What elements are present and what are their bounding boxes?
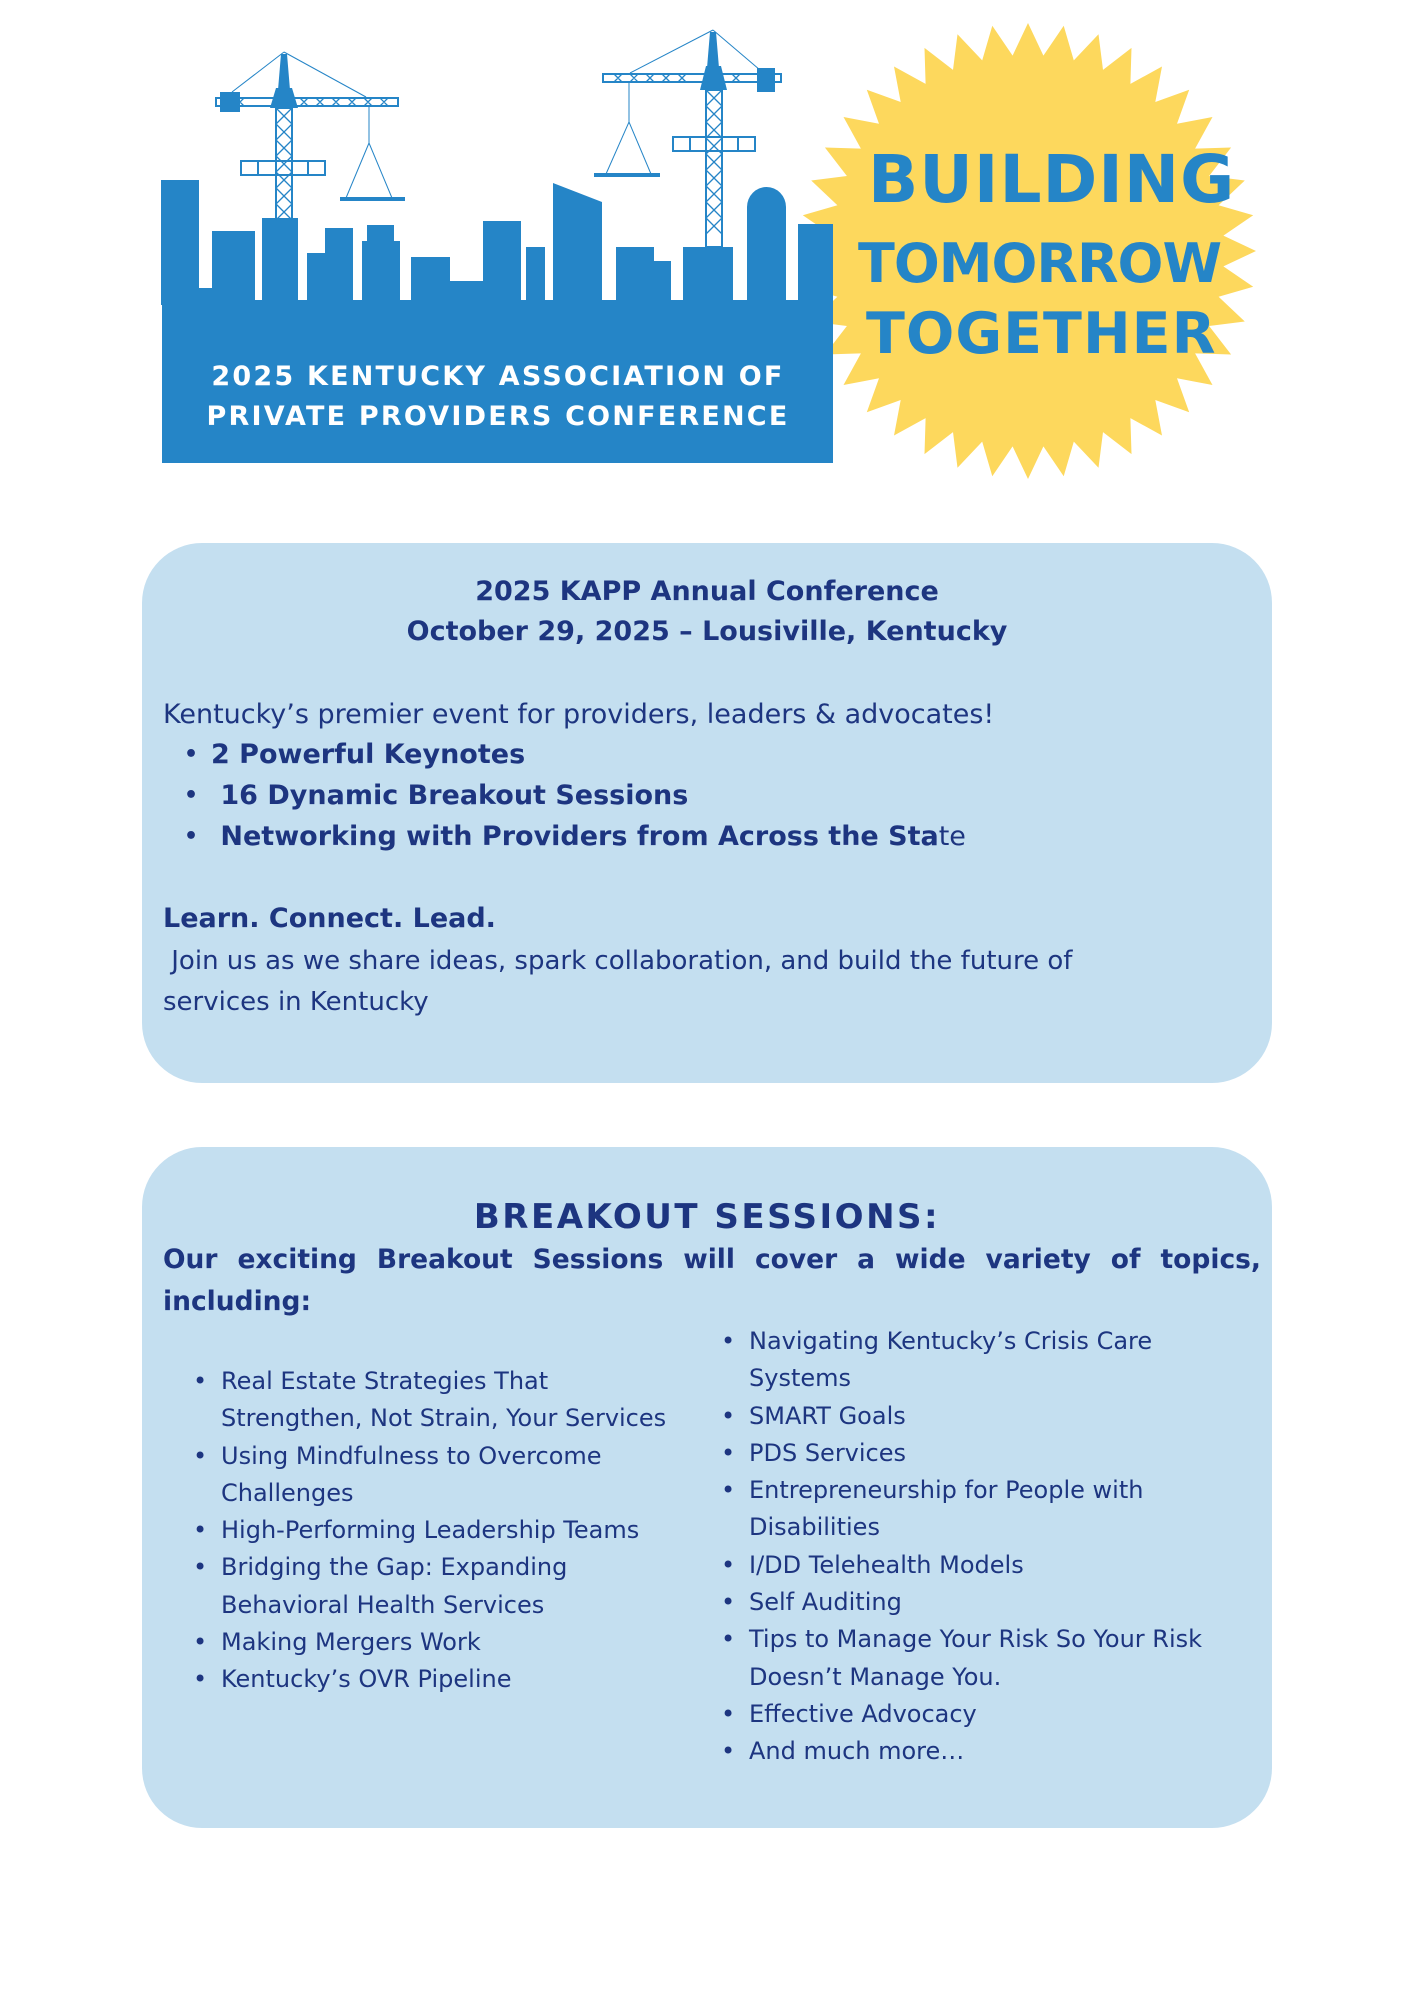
building [307,253,327,305]
crane-icon [216,52,405,223]
highlight-text [211,817,966,857]
building [325,228,353,305]
highlight-bold: 16 Dynamic Breakout Sessions [211,780,689,811]
bullet-icon: • [184,742,199,767]
lead-text: Kentucky’s premier event for providers, leaders & advocates! [163,699,995,730]
building [212,231,255,305]
body-text-line-1: Join us as we share ideas, spark collaboration, and build the future of [163,946,1073,976]
session-item: • Kentucky’s OVR Pipeline [193,1661,673,1698]
bullet-icon: • [184,824,199,849]
building [616,247,654,305]
breakout-card [142,1147,1272,1828]
conference-date-location: October 29, 2025 – Lousiville, Kentucky [406,616,1008,647]
building [450,281,483,305]
conference-title: 2025 KAPP Annual Conference [475,576,939,607]
building [411,257,450,305]
building [262,218,298,305]
tagline-together: TOGETHER [866,301,1217,367]
highlight-text [211,776,688,816]
body-text-line-2: services in Kentucky [163,987,429,1017]
highlight-bold: 2 Powerful Keynotes [211,739,526,770]
building [483,221,521,305]
session-item: • High-Performing Leadership Teams [193,1512,673,1549]
building [683,247,733,305]
session-item: • Tips to Manage Your Risk So Your Risk Doesn’t Manage You. [721,1621,1226,1696]
breakout-title: BREAKOUT SESSIONS: [473,1197,941,1237]
building [526,247,545,305]
building [553,183,602,305]
session-item: • Entrepreneurship for People with Disabilities [721,1472,1226,1547]
session-list-right [721,1323,1226,1771]
session-item: • Making Mergers Work [193,1624,673,1661]
bullet-icon: • [184,783,199,808]
intro-card [142,543,1272,1083]
building [199,288,212,305]
event-name-line-2: PRIVATE PROVIDERS CONFERENCE [206,401,790,432]
session-item: • Self Auditing [721,1584,1226,1621]
session-item: • PDS Services [721,1435,1226,1472]
session-item: • Using Mindfulness to Overcome Challenges [193,1438,673,1513]
session-item: • Navigating Kentucky’s Crisis Care Systems [721,1323,1226,1398]
building [798,224,833,305]
tagline-building: BUILDING [868,141,1236,218]
session-item: • Bridging the Gap: Expanding Behavioral Health Services [193,1549,673,1624]
session-item: • Real Estate Strategies That Strengthen, Not Strain, Your Services [193,1363,673,1438]
breakout-intro: Our exciting Breakout Sessions will cover a wide variety of topics, including: [163,1244,1261,1317]
session-list-left [193,1363,673,1699]
building [161,180,199,305]
session-item: • And much more… [721,1733,1226,1770]
building [362,241,400,305]
highlight-text [211,735,525,775]
session-item: • SMART Goals [721,1398,1226,1435]
building [747,187,786,305]
highlight-bold: Networking with Providers from Across the Sta [211,821,939,852]
motto: Learn. Connect. Lead. [163,903,496,934]
tagline-tomorrow: TOMORROW [858,232,1222,295]
session-item: • I/DD Telehealth Models [721,1547,1226,1584]
building [654,261,671,305]
session-item: • Effective Advocacy [721,1696,1226,1733]
event-name-line-1: 2025 KENTUCKY ASSOCIATION OF [211,361,785,392]
highlight-regular: te [938,821,966,852]
